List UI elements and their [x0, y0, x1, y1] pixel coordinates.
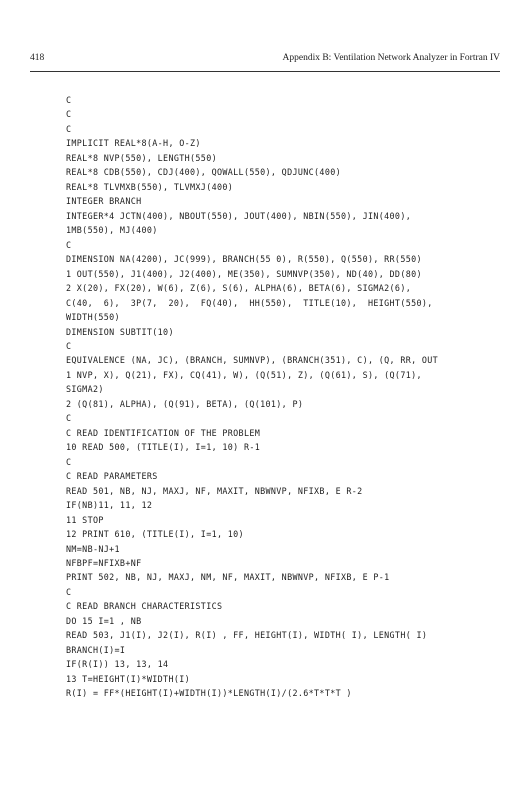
code-line: PRINT 502, NB, NJ, MAXJ, NM, NF, MAXIT, NBWNVP, NFIXB, E P-1 [66, 572, 390, 583]
page-number: 418 [30, 53, 45, 63]
running-title: Appendix B: Ventilation Network Analyzer in Fortran IV [282, 53, 500, 63]
code-line: C READ PARAMETERS [66, 471, 158, 482]
code-line: INTEGER BRANCH [66, 196, 142, 207]
code-line: C [66, 239, 72, 250]
code-line: IF(NB)11, 11, 12 [66, 500, 153, 511]
code-line: NFBPF=NFIXB+NF [66, 558, 142, 568]
code-line: C READ IDENTIFICATION OF THE PROBLEM [66, 427, 261, 438]
code-line: IF(R(I)) 13, 13, 14 [66, 659, 169, 670]
code-line: INTEGER*4 JCTN(400), NBOUT(550), JOUT(400), NBIN(550), JIN(400), [66, 210, 412, 221]
code-line: C(40, 6), 3P(7, 20), FQ(40), HH(550), TITLE(10), HEIGHT(550), [66, 297, 433, 308]
code-line: DIMENSION SUBTIT(10) [66, 326, 174, 337]
code-line: EQUIVALENCE (NA, JC), (BRANCH, SUMNVP), (BRANCH(351), C), (Q, RR, OUT [66, 355, 439, 366]
code-line: NM=NB-NJ+1 [66, 543, 120, 554]
code-line: C [66, 123, 72, 134]
code-line: DO 15 I=1 , NB [66, 615, 142, 626]
code-line: DIMENSION NA(4200), JC(999), BRANCH(55 0), R(550), Q(550), RR(550) [66, 254, 422, 265]
code-line: C [66, 95, 72, 105]
code-line: 1 OUT(550), J1(400), J2(400), ME(350), SUMNVP(350), ND(40), DD(80) [66, 268, 422, 279]
code-line: 1 NVP, X), Q(21), FX), CQ(41), W), (Q(51), Z), (Q(61), S), (Q(71), [66, 369, 422, 380]
code-line: 13 T=HEIGHT(I)*WIDTH(I) [66, 673, 191, 684]
code-line: READ 503, J1(I), J2(I), R(I) , FF, HEIGHT(I), WIDTH( I), LENGTH( I) [66, 630, 428, 641]
code-line: 11 STOP [66, 514, 104, 525]
code-line: 2 X(20), FX(20), W(6), Z(6), S(6), ALPHA(6), BETA(6), SIGMA2(6), [66, 283, 412, 294]
code-line: REAL*8 NVP(550), LENGTH(550) [66, 152, 217, 163]
code-line: 1MB(550), MJ(400) [66, 225, 158, 236]
code-line: BRANCH(I)=I [66, 644, 126, 655]
code-line: 12 PRINT 610, (TITLE(I), I=1, 10) [66, 529, 244, 540]
code-line: R(I) = FF*(HEIGHT(I)+WIDTH(I))*LENGTH(I)/(2.6*T*T*T ) [66, 688, 352, 699]
code-line: REAL*8 CDB(550), CDJ(400), QOWALL(550), QDJUNC(400) [66, 167, 342, 178]
code-line: 10 READ 500, (TITLE(I), I=1, 10) R-1 [66, 442, 261, 453]
code-line: 2 (Q(81), ALPHA), (Q(91), BETA), (Q(101), P) [66, 398, 304, 409]
code-line: C [66, 586, 72, 597]
page-header [30, 50, 500, 68]
code-line: C READ BRANCH CHARACTERISTICS [66, 601, 223, 612]
code-line: C [66, 413, 72, 424]
code-line: C [66, 109, 72, 120]
code-line: WIDTH(550) [66, 312, 120, 323]
code-line: REAL*8 TLVMXB(550), TLVMXJ(400) [66, 181, 234, 192]
code-line: C [66, 456, 72, 467]
code-line: READ 501, NB, NJ, MAXJ, NF, MAXIT, NBWNVP, NFIXB, E R-2 [66, 485, 363, 496]
code-line: IMPLICIT REAL*8(A-H, O-Z) [66, 138, 201, 149]
code-line: SIGMA2) [66, 384, 104, 395]
fortran-code-listing [66, 93, 506, 701]
code-line: C [66, 340, 72, 351]
header-rule [30, 71, 500, 72]
